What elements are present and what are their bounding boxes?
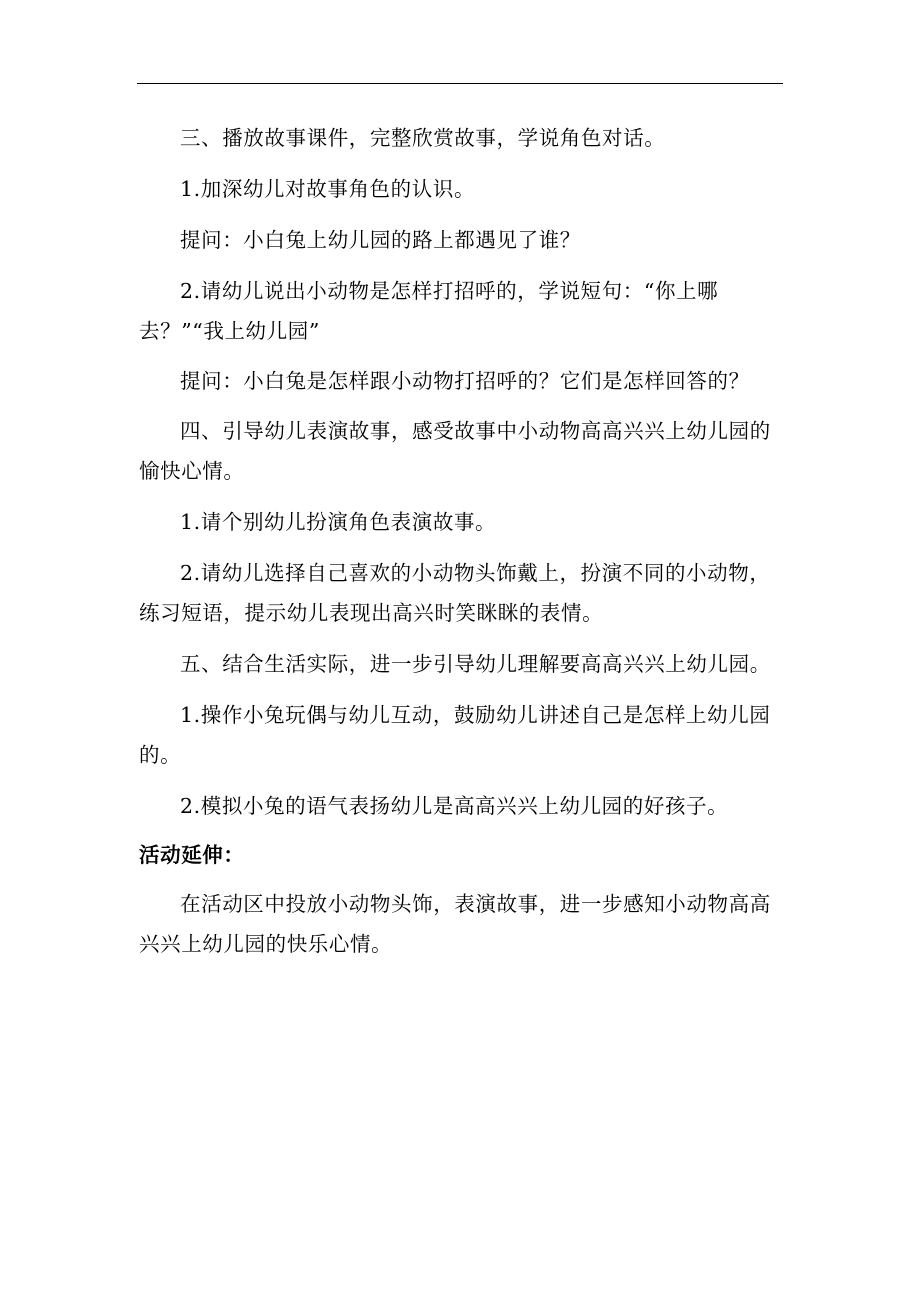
paragraph-item-1b: 1.请个别幼儿扮演角色表演故事。	[180, 510, 497, 534]
paragraph-item-2c: 2.模拟小兔的语气表扬幼儿是高高兴兴上幼儿园的好孩子。	[180, 794, 729, 818]
paragraph-item-1: 1.加深幼儿对故事角色的认识。	[180, 177, 476, 201]
document-body	[139, 118, 783, 964]
paragraph-question-2: 提问：小白兔是怎样跟小动物打招呼的？它们是怎样回答的？	[180, 369, 750, 393]
paragraph-item-1c: 1.操作小兔玩偶与幼儿互动，鼓励幼儿讲述自己是怎样上幼儿园的。	[139, 703, 771, 767]
paragraph-item-2b: 2.请幼儿选择自己喜欢的小动物头饰戴上，扮演不同的小动物，练习短语，提示幼儿表现出高兴时笑眯眯的表情。	[139, 561, 771, 625]
paragraph-step-four: 四、引导幼儿表演故事，感受故事中小动物高高兴兴上幼儿园的愉快心情。	[139, 419, 771, 483]
section-heading-extension: 活动延伸：	[139, 843, 245, 867]
paragraph-question-1: 提问：小白兔上幼儿园的路上都遇见了谁？	[180, 228, 581, 252]
paragraph-item-2: 2.请幼儿说出小动物是怎样打招呼的，学说短句：“你上哪去？”“我上幼儿园”	[139, 279, 719, 343]
header-rule	[137, 83, 783, 84]
paragraph-extension: 在活动区中投放小动物头饰，表演故事，进一步感知小动物高高兴兴上幼儿园的快乐心情。	[139, 892, 771, 956]
paragraph-step-five: 五、结合生活实际，进一步引导幼儿理解要高高兴兴上幼儿园。	[180, 652, 771, 676]
paragraph-step-three: 三、播放故事课件，完整欣赏故事，学说角色对话。	[180, 126, 666, 150]
